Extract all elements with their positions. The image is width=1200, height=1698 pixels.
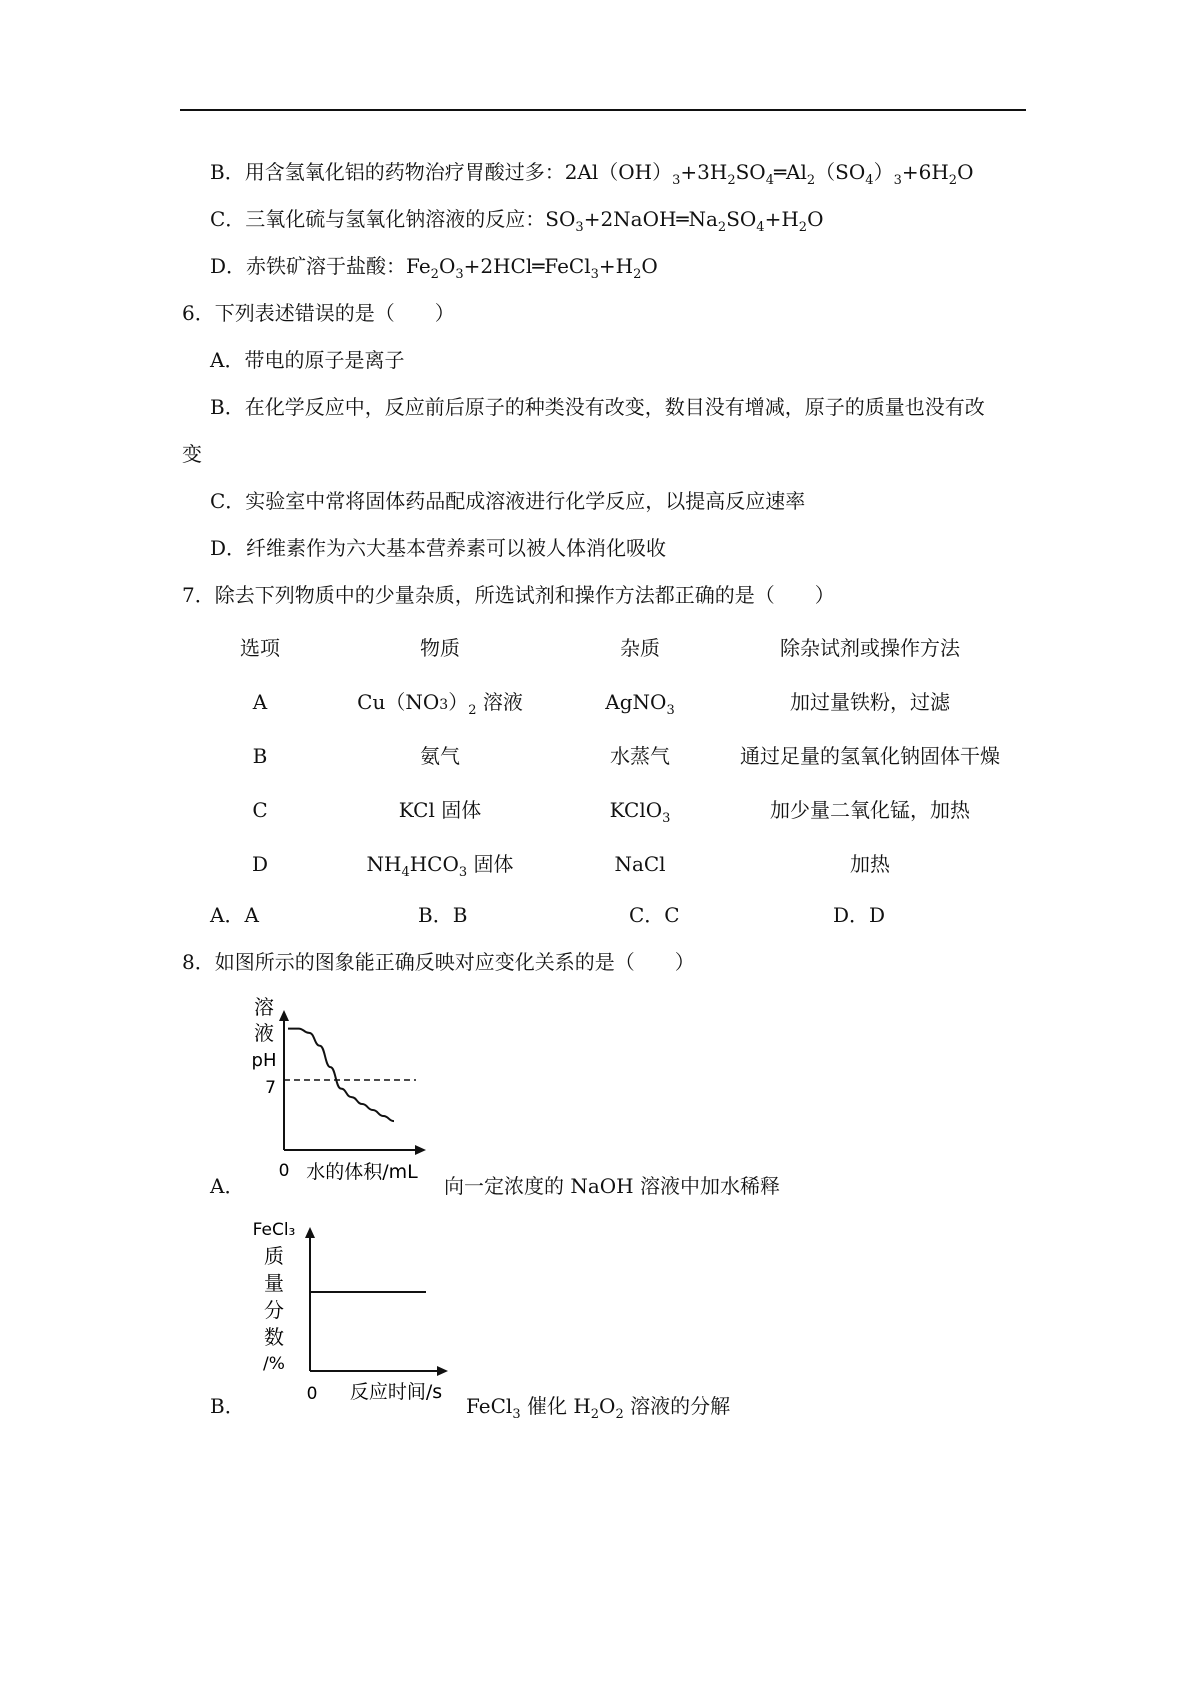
table-row-a-substance: $Cu(NO3)_2$ 溶液 bbox=[357, 690, 523, 718]
table-row-b-substance: 氨气 bbox=[420, 744, 460, 768]
chart-a-ylabel-1: 溶 bbox=[254, 995, 274, 1019]
q8-chart-b bbox=[244, 1215, 466, 1415]
q6-option-a: A．带电的原子是离子 bbox=[210, 348, 405, 372]
chart-a-ylabel-2: 液 bbox=[254, 1021, 274, 1045]
table-row-c-substance: KCl 固体 bbox=[398, 798, 482, 822]
q6-option-b-wrap: 变 bbox=[182, 442, 202, 466]
chart-b-ylabel-4: 数 bbox=[264, 1325, 284, 1349]
chart-b-origin: 0 bbox=[306, 1384, 318, 1404]
chart-a-series-line bbox=[288, 1029, 394, 1122]
chart-b-x-arrow bbox=[437, 1366, 448, 1376]
q7-choice-a: A．A bbox=[210, 903, 259, 927]
table-row-c-option: C bbox=[252, 798, 268, 822]
q6-stem: 6．下列表述错误的是（ ） bbox=[182, 301, 455, 325]
table-row-d-impurity: NaCl bbox=[614, 852, 666, 876]
table-row-c-method: 加少量二氧化锰，加热 bbox=[770, 798, 970, 822]
chart-b-ylabel-1: 质 bbox=[264, 1244, 284, 1268]
q7-choice-b: B．B bbox=[418, 903, 468, 927]
table-row-c-impurity: KClO$_3$ bbox=[609, 798, 671, 826]
q8-option-b-label: B． bbox=[210, 1394, 245, 1418]
table-row-b-impurity: 水蒸气 bbox=[610, 744, 670, 768]
chart-b-ylabel-top: FeCl₃ bbox=[252, 1220, 296, 1240]
table-header-substance: 物质 bbox=[420, 636, 460, 660]
q6-option-b: B．在化学反应中，反应前后原子的种类没有改变，数目没有增减，原子的质量也没有改 bbox=[210, 395, 985, 419]
q5-option-c: C．三氧化硫与氢氧化钠溶液的反应：$SO_3+2NaOH═Na_2SO_4+H_2O$ bbox=[210, 207, 824, 235]
chart-b-xlabel: 反应时间/s bbox=[349, 1381, 443, 1403]
chart-a-xlabel: 水的体积/mL bbox=[306, 1161, 418, 1183]
chart-b-ylabel-2: 量 bbox=[264, 1271, 284, 1295]
q8-chart-a bbox=[244, 990, 444, 1190]
q6-option-d: D．纤维素作为六大基本营养素可以被人体消化吸收 bbox=[210, 536, 667, 560]
chart-a-origin: 0 bbox=[278, 1161, 290, 1181]
table-header-option: 选项 bbox=[240, 636, 280, 660]
header-rule bbox=[180, 109, 1026, 111]
chart-a-ref-tick: 7 bbox=[265, 1078, 276, 1098]
table-row-b-method: 通过足量的氢氧化钠固体干燥 bbox=[740, 744, 1000, 768]
q7-stem: 7．除去下列物质中的少量杂质，所选试剂和操作方法都正确的是（ ） bbox=[182, 583, 835, 607]
q7-choice-c: C．C bbox=[629, 903, 680, 927]
q6-option-c: C．实验室中常将固体药品配成溶液进行化学反应，以提高反应速率 bbox=[210, 489, 806, 513]
chart-b-ylabel-5: /% bbox=[263, 1354, 285, 1374]
chart-a-ylabel-3: pH bbox=[251, 1050, 277, 1071]
table-row-d-method: 加热 bbox=[850, 852, 890, 876]
chart-a-x-arrow bbox=[415, 1145, 426, 1155]
table-row-a-method: 加过量铁粉，过滤 bbox=[790, 690, 950, 714]
table-row-a-option: A bbox=[252, 690, 268, 714]
chart-a-y-arrow bbox=[279, 1010, 289, 1021]
table-row-d-option: D bbox=[251, 852, 269, 876]
q8-option-b-desc: FeCl$_3$ 催化 $H_2O_2$ 溶液的分解 bbox=[466, 1394, 731, 1422]
q8-option-a-desc: 向一定浓度的 NaOH 溶液中加水稀释 bbox=[444, 1174, 780, 1198]
chart-b-y-arrow bbox=[305, 1227, 315, 1238]
table-row-d-substance: $NH_4HCO_3$ 固体 bbox=[366, 852, 514, 880]
q5-option-d: D．赤铁矿溶于盐酸：$Fe_2O_3+2HCl═FeCl_3+H_2O$ bbox=[210, 254, 658, 282]
q5-option-b: B．用含氢氧化铝的药物治疗胃酸过多：$2Al(OH)_3+3H_2SO_4═Al_2(SO_4)_3+6H_2O$ bbox=[210, 160, 974, 188]
q8-option-a-label: A． bbox=[210, 1174, 245, 1198]
q8-stem: 8．如图所示的图象能正确反映对应变化关系的是（ ） bbox=[182, 950, 695, 974]
table-row-b-option: B bbox=[252, 744, 268, 768]
q7-choice-d: D．D bbox=[833, 903, 886, 927]
chart-b-ylabel-3: 分 bbox=[264, 1298, 284, 1322]
table-row-a-impurity: AgNO$_3$ bbox=[605, 690, 675, 718]
table-header-impurity: 杂质 bbox=[620, 636, 660, 660]
table-header-method: 除杂试剂或操作方法 bbox=[780, 636, 960, 660]
